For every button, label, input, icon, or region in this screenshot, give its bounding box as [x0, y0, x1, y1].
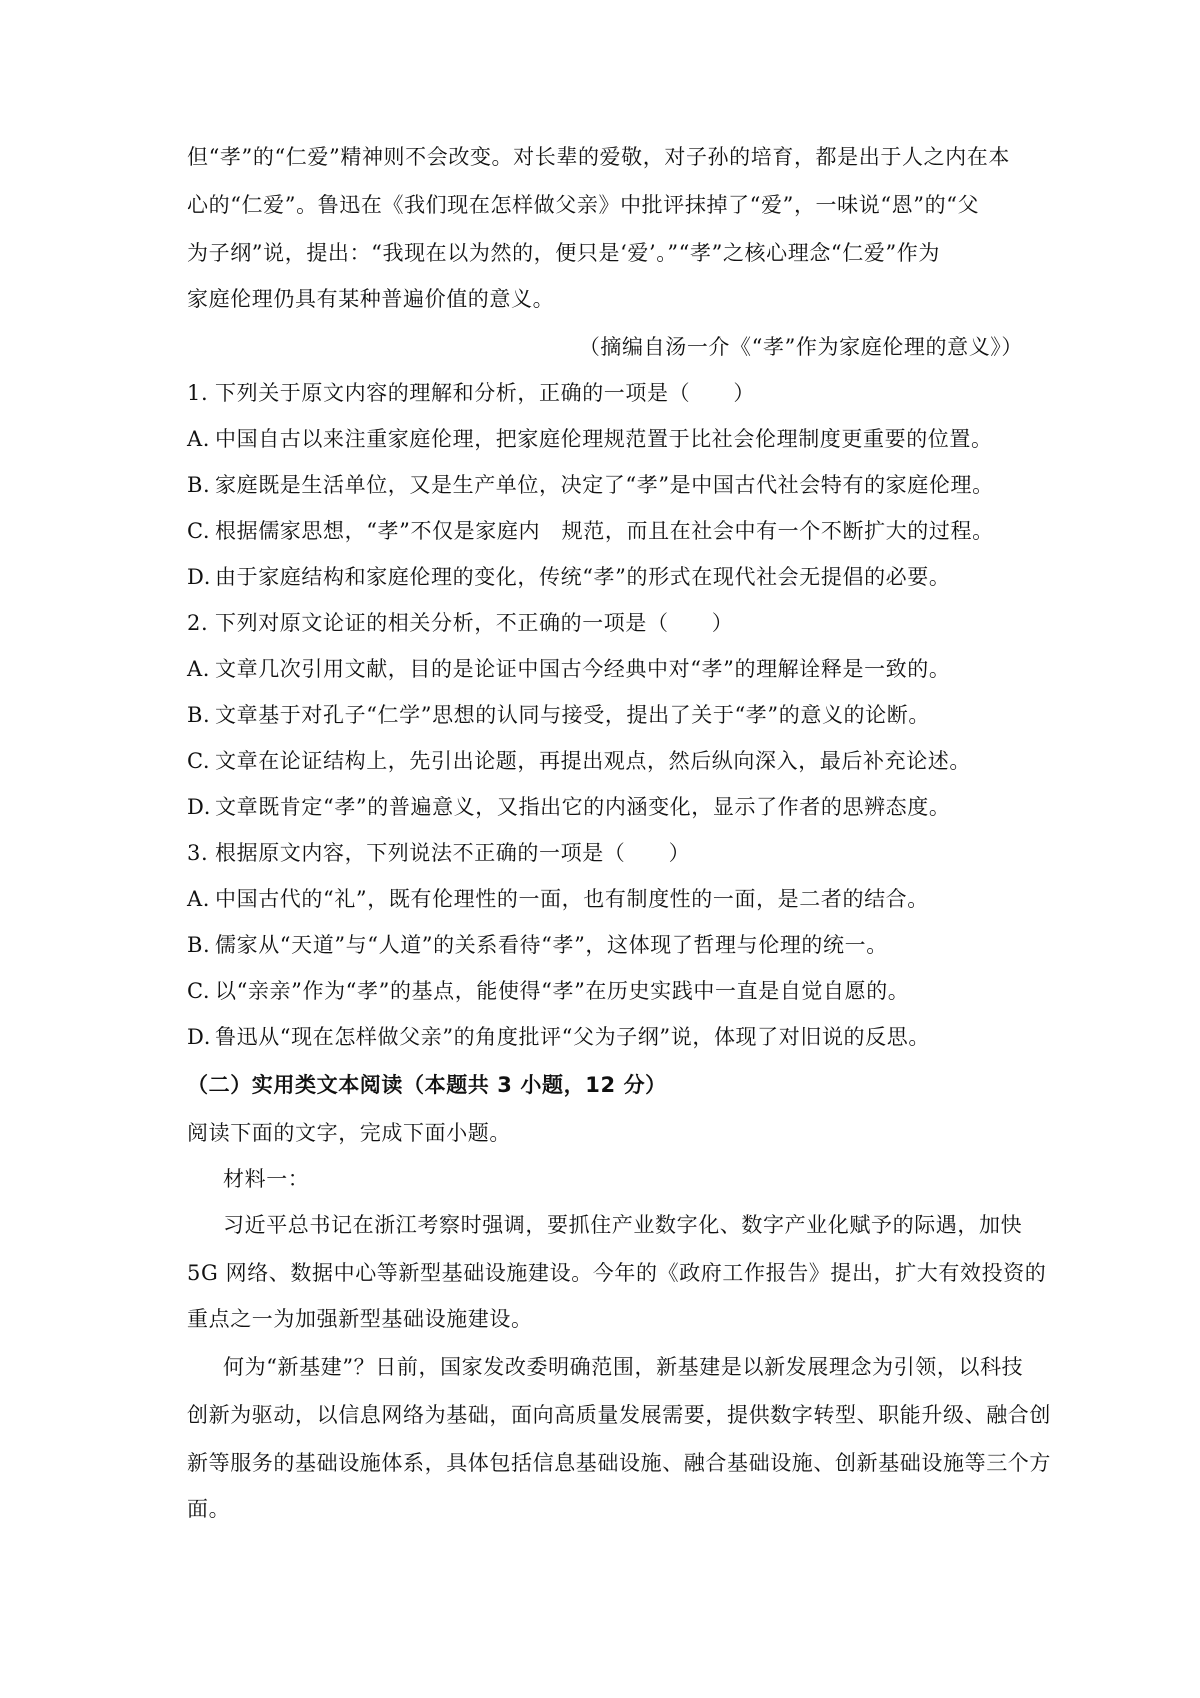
question-1-option-a — [187, 424, 993, 454]
option-letter: D. — [187, 1025, 211, 1049]
option-text: 中国自古以来注重家庭伦理，把家庭伦理规范置于比社会伦理制度更重要的位置。 — [215, 427, 993, 451]
paragraph-line: 新等服务的基础设施体系，具体包括信息基础设施、融合基础设施、创新基础设施等三个方 — [187, 1451, 1051, 1475]
question-number: 1. — [187, 381, 209, 405]
question-3-option-a — [187, 884, 929, 914]
question-1-option-b — [187, 470, 994, 500]
question-number: 2. — [187, 611, 209, 635]
question-3-option-c — [187, 976, 909, 1006]
option-letter: A. — [187, 887, 211, 911]
instruction-text: 阅读下面的文字，完成下面小题。 — [187, 1121, 511, 1145]
question-3-option-d — [187, 1022, 930, 1052]
question-number: 3. — [187, 841, 209, 865]
paragraph-line: 面。 — [187, 1497, 231, 1521]
option-letter: B. — [187, 473, 211, 497]
question-2-option-b — [187, 700, 930, 730]
option-text: 文章基于对孔子“仁学”思想的认同与接受，提出了关于“孝”的意义的论断。 — [215, 703, 930, 727]
passage-line: 心的“仁爱”。鲁迅在《我们现在怎样做父亲》中批评抹掉了“爱”，一味说“恩”的“父 — [187, 193, 980, 217]
paragraph-line: 重点之一为加强新型基础设施建设。 — [187, 1307, 533, 1331]
source-citation: （摘编自汤一介《“孝”作为家庭伦理的意义》） — [578, 335, 1023, 359]
option-letter: D. — [187, 795, 211, 819]
question-1-option-c — [187, 516, 994, 546]
option-text: 家庭既是生活单位，又是生产单位，决定了“孝”是中国古代社会特有的家庭伦理。 — [215, 473, 994, 497]
paragraph-line: 习近平总书记在浙江考察时强调，要抓住产业数字化、数字产业化赋予的际遇，加快 — [223, 1213, 1023, 1237]
option-letter: B. — [187, 933, 211, 957]
option-text: 根据儒家思想，“孝”不仅是家庭内 规范，而且在社会中有一个不断扩大的过程。 — [215, 519, 994, 543]
question-2-stem — [187, 608, 733, 638]
question-3-stem — [187, 838, 690, 868]
option-text: 中国古代的“礼”，既有伦理性的一面，也有制度性的一面，是二者的结合。 — [215, 887, 929, 911]
option-letter: C. — [187, 979, 211, 1003]
option-letter: D. — [187, 565, 211, 589]
question-1-stem — [187, 378, 755, 408]
option-letter: A. — [187, 657, 211, 681]
passage-line: 家庭伦理仍具有某种普遍价值的意义。 — [187, 287, 555, 311]
option-text: 文章几次引用文献，目的是论证中国古今经典中对“孝”的理解诠释是一致的。 — [215, 657, 951, 681]
option-text: 儒家从“天道”与“人道”的关系看待“孝”，这体现了哲理与伦理的统一。 — [215, 933, 888, 957]
option-letter: C. — [187, 749, 211, 773]
option-letter: B. — [187, 703, 211, 727]
passage-line: 为子纲”说，提出：“我现在以为然的，便只是‘爱’。”“孝”之核心理念“仁爱”作为 — [187, 241, 940, 265]
option-text: 由于家庭结构和家庭伦理的变化，传统“孝”的形式在现代社会无提倡的必要。 — [215, 565, 951, 589]
option-letter: A. — [187, 427, 211, 451]
passage-line: 但“孝”的“仁爱”精神则不会改变。对长辈的爱敬，对子孙的培育，都是出于人之内在本 — [187, 145, 1010, 169]
question-3-option-b — [187, 930, 888, 960]
question-2-option-c — [187, 746, 971, 776]
option-text: 鲁迅从“现在怎样做父亲”的角度批评“父为子纲”说，体现了对旧说的反思。 — [215, 1025, 930, 1049]
option-text: 以“亲亲”作为“孝”的基点，能使得“孝”在历史实践中一直是自觉自愿的。 — [215, 979, 910, 1003]
question-1-option-d — [187, 562, 950, 592]
question-text: 根据原文内容，下列说法不正确的一项是（ ） — [215, 841, 691, 865]
paragraph-line: 5G 网络、数据中心等新型基础设施建设。今年的《政府工作报告》提出，扩大有效投资的 — [187, 1261, 1047, 1285]
option-letter: C. — [187, 519, 211, 543]
option-text: 文章在论证结构上，先引出论题，再提出观点，然后纵向深入，最后补充论述。 — [215, 749, 971, 773]
question-text: 下列关于原文内容的理解和分析，正确的一项是（ ） — [215, 381, 755, 405]
option-text: 文章既肯定“孝”的普遍意义，又指出它的内涵变化，显示了作者的思辨态度。 — [215, 795, 951, 819]
paragraph-line: 何为“新基建”？日前，国家发改委明确范围，新基建是以新发展理念为引领，以科技 — [223, 1355, 1024, 1379]
material-label: 材料一： — [223, 1167, 310, 1191]
paragraph-line: 创新为驱动，以信息网络为基础，面向高质量发展需要，提供数字转型、职能升级、融合创 — [187, 1403, 1051, 1427]
question-2-option-a — [187, 654, 950, 684]
section-heading: （二）实用类文本阅读（本题共 3 小题，12 分） — [187, 1073, 667, 1097]
question-text: 下列对原文论证的相关分析，不正确的一项是（ ） — [215, 611, 734, 635]
question-2-option-d — [187, 792, 950, 822]
